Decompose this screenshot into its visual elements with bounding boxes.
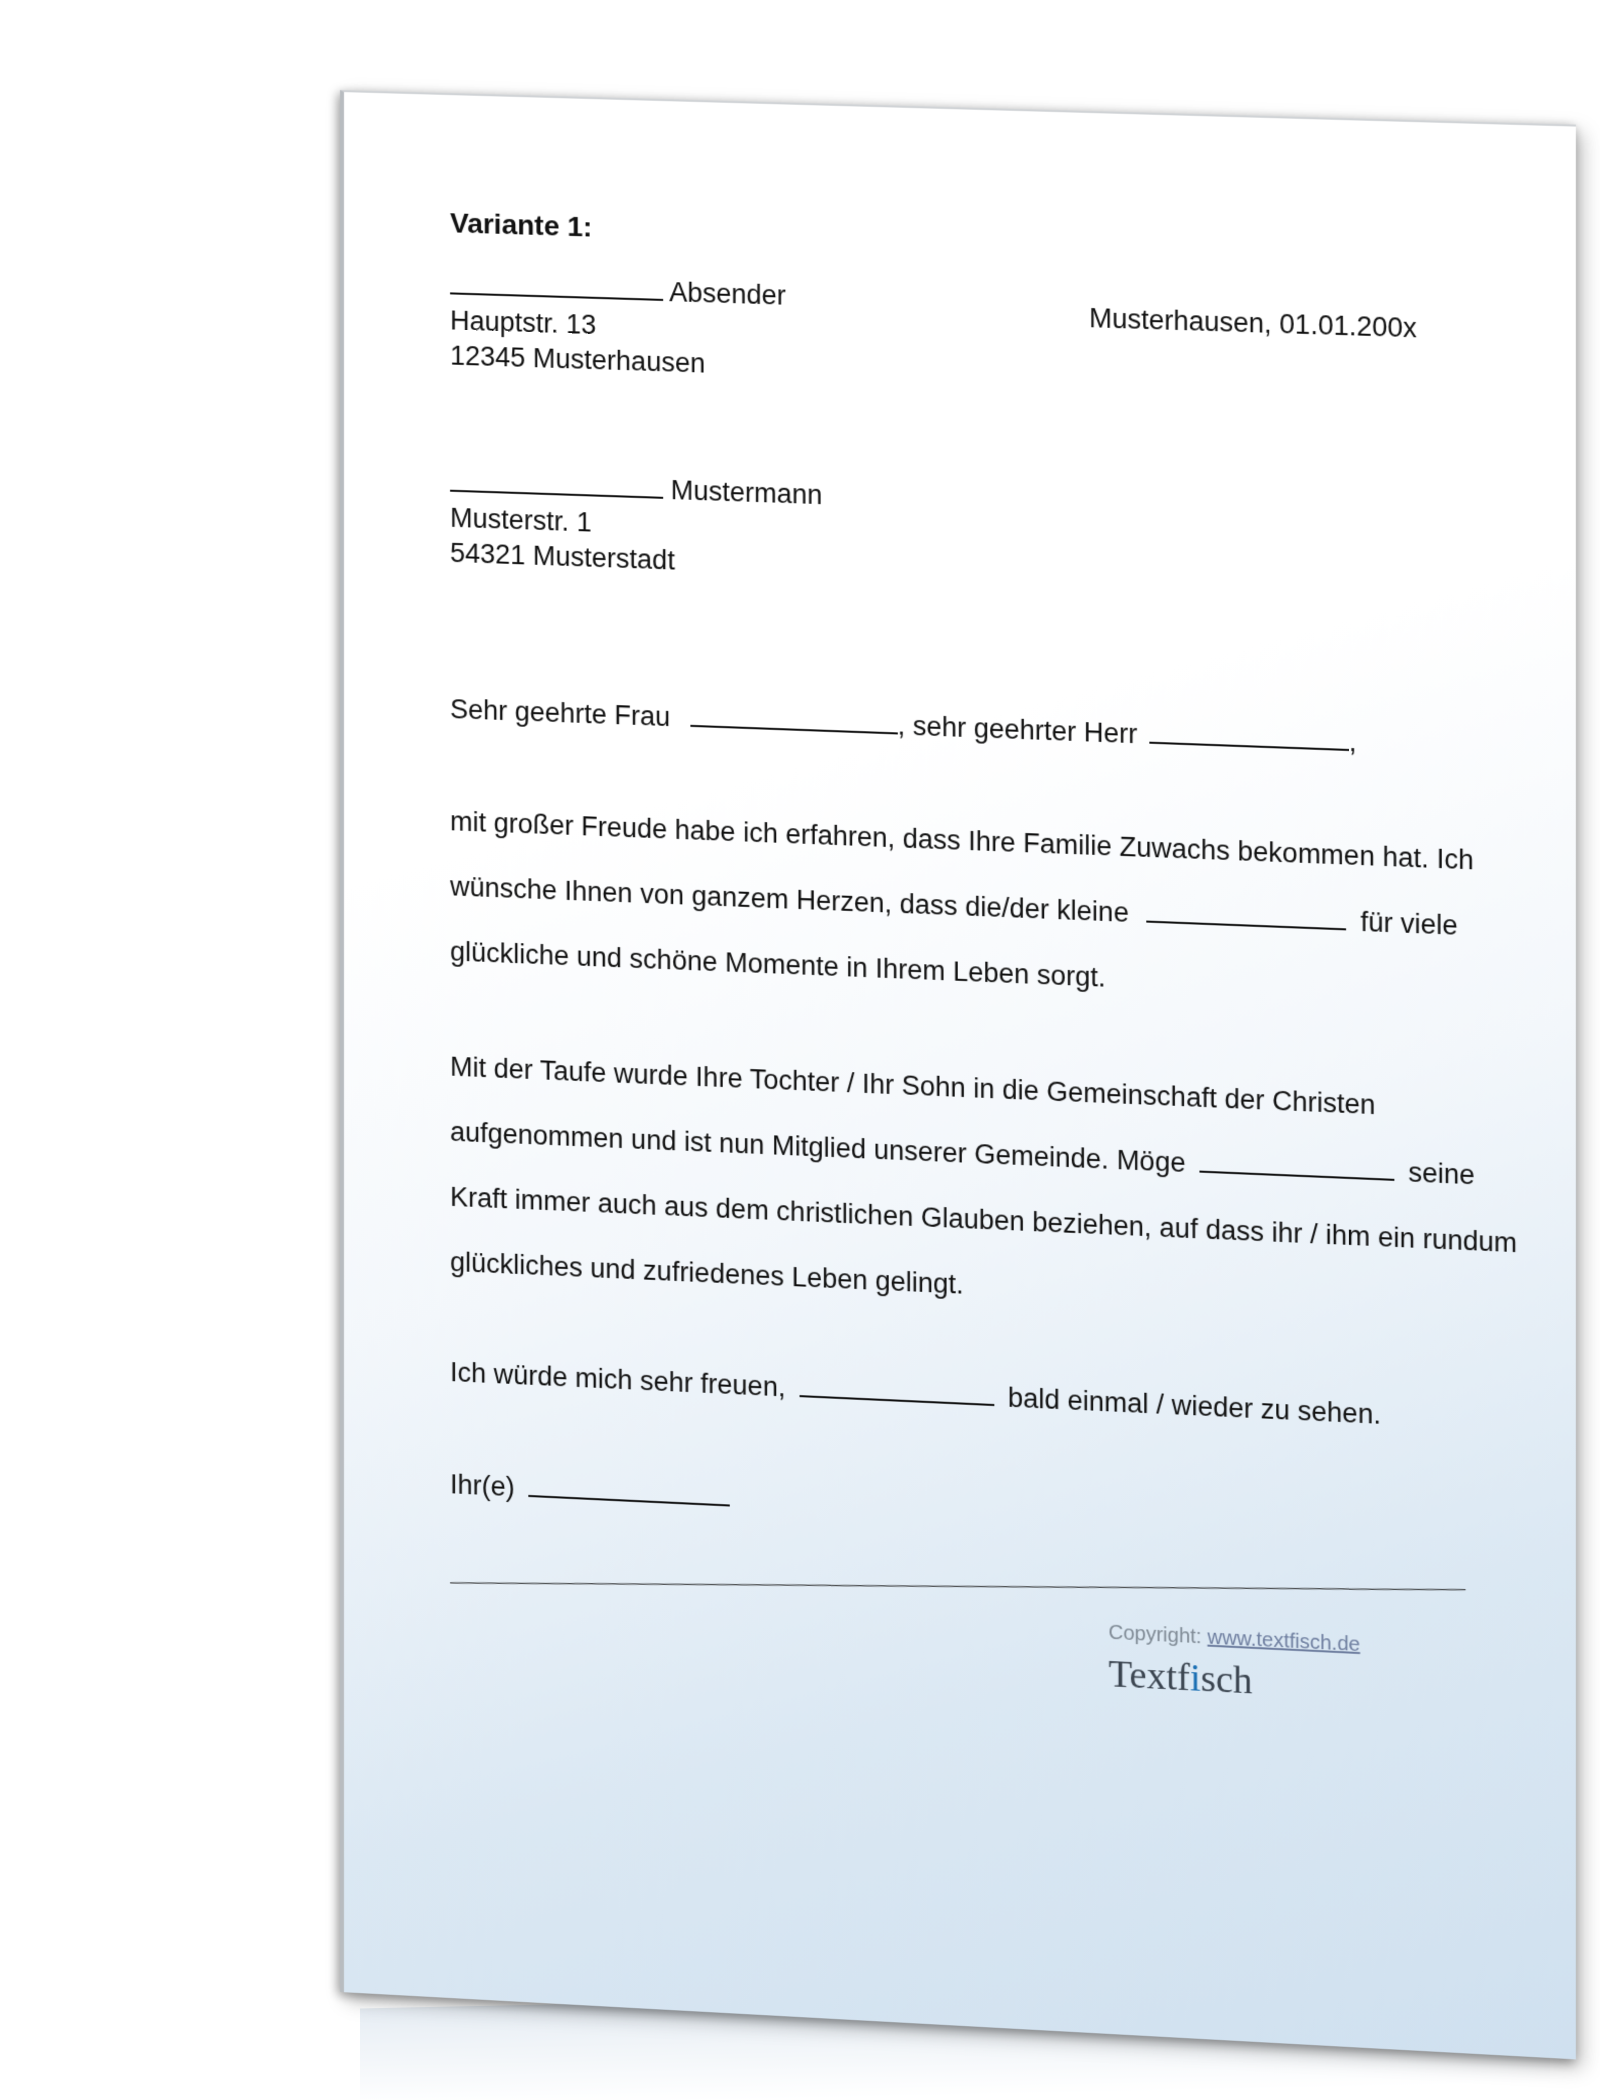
salutation-blank-frau <box>690 703 897 735</box>
recipient-name-label: Mustermann <box>670 474 823 511</box>
child-name-blank-2 <box>1199 1148 1394 1181</box>
sender-name-line <box>450 270 786 311</box>
paragraph3-part2: bald einmal / wieder zu sehen. <box>1007 1382 1381 1430</box>
paragraph3-line <box>450 1357 1381 1431</box>
copyright-link[interactable]: www.textfisch.de <box>1207 1626 1361 1657</box>
paragraph2-line2 <box>450 1117 1475 1192</box>
paragraph1-line1: mit großer Freude habe ich erfahren, dass Ihre Familie Zuwachs bekommen hat. Ich <box>450 806 1474 876</box>
letter-page <box>340 90 1576 2059</box>
paragraph2-line2a: aufgenommen und ist nun Mitglied unserer Gemeinde. Möge <box>450 1116 1186 1179</box>
paragraph1-line2b: für viele <box>1360 906 1458 941</box>
sender-name-label: Absender <box>669 277 786 311</box>
logo-text-left: Textf <box>1108 1652 1190 1700</box>
salutation-part1: Sehr geehrte Frau <box>450 694 671 733</box>
recipient-city: 54321 Musterstadt <box>450 537 675 576</box>
signature-blank <box>528 1473 729 1507</box>
logo-text-right: sch <box>1200 1657 1253 1703</box>
salutation-part3: , <box>1348 726 1357 758</box>
sender-street: Hauptstr. 13 <box>450 305 597 341</box>
paragraph1-line2a: wünsche Ihnen von ganzem Herzen, dass die/der kleine <box>450 871 1129 928</box>
invitee-blank <box>799 1373 994 1406</box>
sender-city: 12345 Musterhausen <box>450 340 706 379</box>
paragraph3-part1: Ich würde mich sehr freuen, <box>450 1357 786 1403</box>
textfisch-logo <box>1108 1652 1252 1704</box>
footer-rule <box>450 1582 1466 1590</box>
paragraph1-line2 <box>450 871 1458 942</box>
date-line: Musterhausen, 01.01.200x <box>1089 302 1417 344</box>
salutation-blank-herr <box>1149 719 1349 751</box>
paragraph2-line2b: seine <box>1408 1157 1475 1191</box>
paragraph2-line3: Kraft immer auch aus dem christlichen Glauben beziehen, auf dass ihr / ihm ein rundum <box>450 1181 1518 1259</box>
recipient-name-blank <box>450 468 663 499</box>
fish-icon: i <box>1189 1656 1201 1700</box>
copyright-label: Copyright: <box>1108 1621 1208 1649</box>
closing-line <box>450 1469 730 1513</box>
variant-heading: Variante 1: <box>450 207 593 243</box>
paragraph2-line4: glückliches und zufriedenes Leben gelingt. <box>450 1246 964 1300</box>
page-wrapper <box>340 90 1572 2057</box>
child-name-blank <box>1147 898 1347 930</box>
salutation-line <box>450 694 1357 758</box>
sender-name-blank <box>450 270 663 301</box>
paragraph2-line1: Mit der Taufe wurde Ihre Tochter / Ihr Sohn in die Gemeinschaft der Christen <box>450 1051 1376 1121</box>
recipient-street: Musterstr. 1 <box>450 502 592 538</box>
salutation-part2: , sehr geehrter Herr <box>897 710 1138 750</box>
copyright-line <box>1108 1622 1360 1658</box>
closing-label: Ihr(e) <box>450 1469 515 1503</box>
paragraph1-line3: glückliche und schöne Momente in Ihrem Leben sorgt. <box>450 936 1106 993</box>
